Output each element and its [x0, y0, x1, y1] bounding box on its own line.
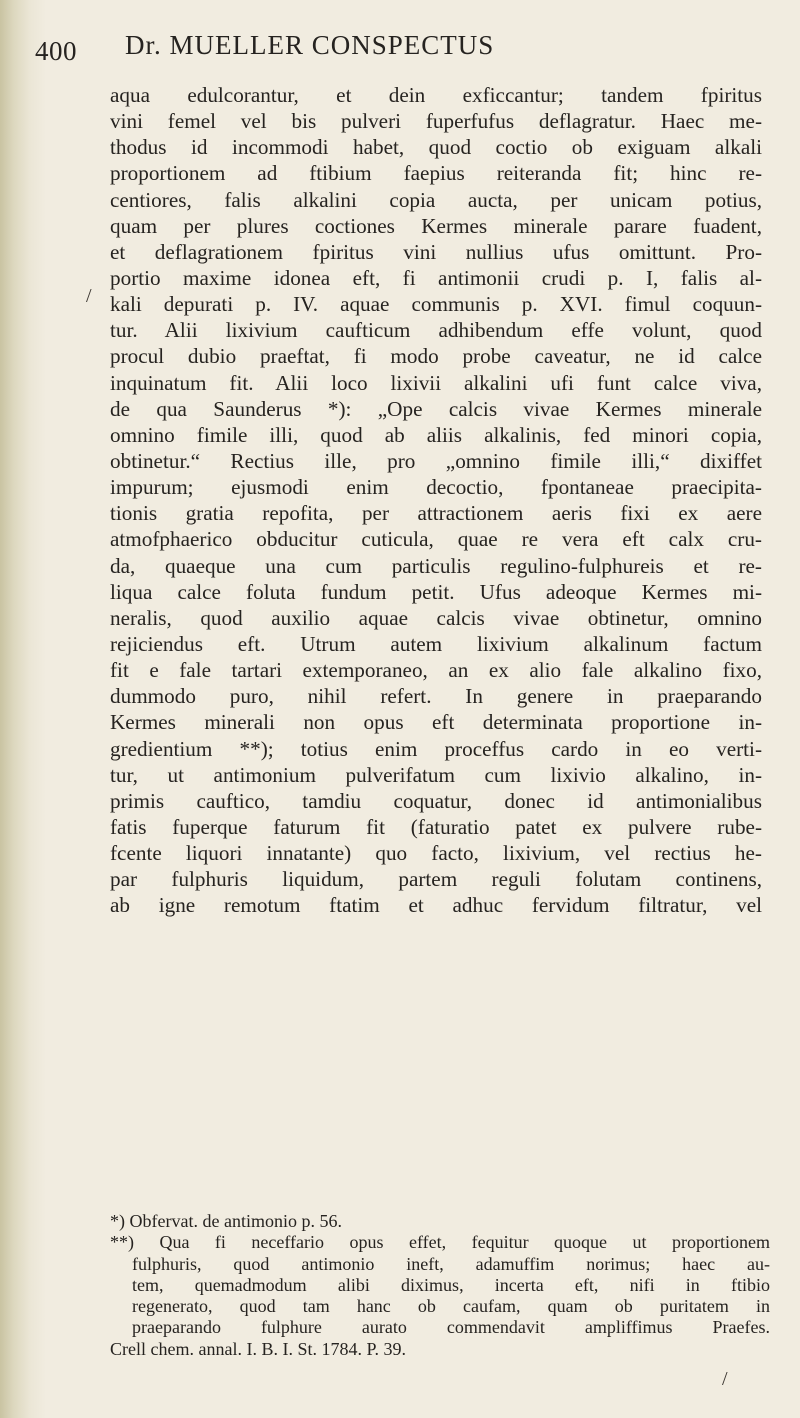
text-line: primis cauftico, tamdiu coquatur, donec id antimonialibus [110, 788, 762, 813]
text-line: liqua calce foluta fundum petit. Ufus adeoque Kermes mi- [110, 579, 762, 604]
text-line: impurum; ejusmodi enim decoctio, fpontaneae praecipita- [110, 475, 762, 500]
text-line: fit e fale tartari extemporaneo, an ex alio fale alkalino fixo, [110, 658, 762, 683]
margin-mark: / [86, 285, 92, 307]
text-line: portio maxime idonea eft, fi antimonii crudi p. I, falis al- [110, 265, 762, 290]
text-line: omnino fimile illi, quod ab aliis alkalinis, fed minori copia, [110, 422, 762, 447]
text-line: rejiciendus eft. Utrum autem lixivium alkalinum factum [110, 631, 762, 656]
footnote-citation: Crell chem. annal. I. B. I. St. 1784. P. 39. [110, 1338, 406, 1359]
footnote-line: tem, quemadmodum alibi diximus, incerta eft, nifi in ftibio [132, 1274, 770, 1295]
text-line: proportionem ad ftibium faepius reiteranda fit; hinc re- [110, 161, 762, 186]
text-line: aqua edulcorantur, et dein exficcantur; tandem fpiritus [110, 83, 762, 107]
text-line: obtinetur.“ Rectius ille, pro „omnino fimile illi,“ dixiffet [110, 448, 762, 473]
text-line: kali depurati p. IV. aquae communis p. XVI. fimul coquun- [110, 292, 762, 317]
text-line: par fulphuris liquidum, partem reguli folutam continens, [110, 867, 762, 892]
page-number: 400 [35, 36, 77, 66]
footnote-line: **) Qua fi neceffario opus effet, fequitur quoque ut proportionem [110, 1232, 770, 1253]
margin-mark: / [722, 1368, 728, 1390]
text-line: atmofphaerico obducitur cuticula, quae re vera eft calx cru- [110, 527, 762, 552]
footnote-line: regenerato, quod tam hanc ob caufam, quam ob puritatem in [132, 1296, 770, 1317]
text-line: inquinatum fit. Alii loco lixivii alkalini ufi funt calce viva, [110, 370, 762, 395]
text-line: tur. Alii lixivium caufticum adhibendum effe volunt, quod [110, 318, 762, 343]
footnotes [110, 1211, 770, 1360]
page-binding-edge [0, 0, 46, 1418]
text-line: procul dubio praeftat, fi modo probe caveatur, ne id calce [110, 344, 762, 369]
running-head: Dr. MUELLER CONSPECTUS [125, 30, 495, 60]
footnote-line: praeparando fulphure aurato commendavit ampliffimus Praefes. [132, 1317, 770, 1338]
text-line: gredientium **); totius enim proceffus cardo in eo verti- [110, 736, 762, 761]
text-line: de qua Saunderus *): „Ope calcis vivae Kermes minerale [110, 396, 762, 421]
text-line: tur, ut antimonium pulverifatum cum lixivio alkalino, in- [110, 762, 762, 787]
text-line: thodus id incommodi habet, quod coctio ob exiguam alkali [110, 135, 762, 160]
text-line: neralis, quod auxilio aquae calcis vivae obtinetur, omnino [110, 605, 762, 630]
text-line: ab igne remotum ftatim et adhuc fervidum filtratur, vel [110, 893, 762, 918]
text-line: et deflagrationem fpiritus vini nullius ufus omittunt. Pro- [110, 239, 762, 264]
page-header [0, 26, 800, 76]
text-line: centiores, falis alkalini copia aucta, per unicam potius, [110, 187, 762, 212]
text-line: fatis fuperque faturum fit (faturatio patet ex pulvere rube- [110, 814, 762, 839]
text-line: da, quaeque una cum particulis regulino-fulphureis et re- [110, 553, 762, 578]
text-line: tionis gratia repofita, per attractionem aeris fixi ex aere [110, 501, 762, 526]
footnote-line: *) Obfervat. de antimonio p. 56. [110, 1211, 342, 1231]
text-line: Kermes minerali non opus eft determinata proportione in- [110, 710, 762, 735]
text-line: fcente liquori innatante) quo facto, lixivium, vel rectius he- [110, 841, 762, 866]
text-line: quam per plures coctiones Kermes minerale parare fuadent, [110, 213, 762, 238]
text-line: dummodo puro, nihil refert. In genere in praeparando [110, 684, 762, 709]
text-line: vini femel vel bis pulveri fuperfufus deflagratur. Haec me- [110, 109, 762, 134]
footnote-line: fulphuris, quod antimonio ineft, adamuffim norimus; haec au- [132, 1253, 770, 1274]
body-text [110, 82, 762, 919]
